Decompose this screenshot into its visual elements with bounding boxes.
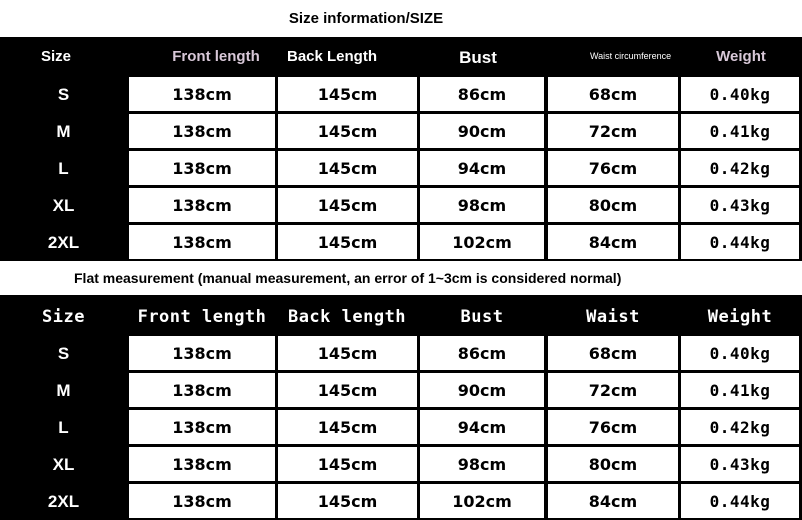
cell-back-length: 145cm	[278, 484, 417, 518]
cell-front-length: 138cm	[129, 484, 275, 518]
measurement-note: Flat measurement (manual measurement, an error of 1~3cm is considered normal)	[74, 270, 622, 286]
cell-waist: 72cm	[548, 114, 678, 148]
t2-header-front-length: Front length	[137, 307, 267, 327]
cell-waist: 68cm	[548, 77, 678, 111]
cell-bust: 90cm	[420, 114, 544, 148]
cell-front-length: 138cm	[129, 410, 275, 444]
cell-weight: 0.42kg	[681, 151, 799, 185]
cell-back-length: 145cm	[278, 410, 417, 444]
cell-waist: 76cm	[548, 410, 678, 444]
cell-back-length: 145cm	[278, 114, 417, 148]
cell-weight: 0.43kg	[681, 188, 799, 222]
title-band	[0, 0, 802, 37]
cell-front-length: 138cm	[129, 225, 275, 259]
row-size-label: M	[56, 121, 71, 141]
row-size-label: L	[58, 417, 69, 437]
cell-bust: 86cm	[420, 336, 544, 370]
cell-waist: 68cm	[548, 336, 678, 370]
cell-bust: 90cm	[420, 373, 544, 407]
t1-header-weight: Weight	[716, 47, 766, 65]
cell-waist: 76cm	[548, 151, 678, 185]
cell-weight: 0.42kg	[681, 410, 799, 444]
row-size-label: XL	[52, 454, 75, 474]
t2-header-waist: Waist	[586, 307, 640, 327]
cell-weight: 0.44kg	[681, 225, 799, 259]
cell-weight: 0.41kg	[681, 114, 799, 148]
cell-weight: 0.43kg	[681, 447, 799, 481]
cell-front-length: 138cm	[129, 373, 275, 407]
note-band	[0, 261, 802, 295]
cell-front-length: 138cm	[129, 151, 275, 185]
cell-back-length: 145cm	[278, 336, 417, 370]
cell-bust: 98cm	[420, 447, 544, 481]
page-title: Size information/SIZE	[288, 10, 444, 27]
cell-weight: 0.41kg	[681, 373, 799, 407]
cell-back-length: 145cm	[278, 151, 417, 185]
cell-waist: 84cm	[548, 484, 678, 518]
t2-header-back-length: Back length	[287, 307, 407, 327]
row-size-label: M	[56, 380, 71, 400]
cell-back-length: 145cm	[278, 373, 417, 407]
cell-bust: 94cm	[420, 410, 544, 444]
cell-bust: 98cm	[420, 188, 544, 222]
cell-bust: 94cm	[420, 151, 544, 185]
cell-waist: 80cm	[548, 447, 678, 481]
cell-waist: 72cm	[548, 373, 678, 407]
t2-header-size: Size	[42, 307, 85, 327]
t1-header-front-length: Front length	[172, 47, 260, 65]
t1-header-size: Size	[40, 47, 71, 65]
row-size-label: XL	[52, 195, 75, 215]
cell-bust: 86cm	[420, 77, 544, 111]
row-size-label: S	[57, 84, 70, 104]
cell-back-length: 145cm	[278, 188, 417, 222]
row-size-label: 2XL	[47, 232, 80, 252]
cell-weight: 0.40kg	[681, 336, 799, 370]
row-size-label: 2XL	[47, 491, 80, 511]
cell-front-length: 138cm	[129, 188, 275, 222]
cell-bust: 102cm	[420, 225, 544, 259]
cell-weight: 0.40kg	[681, 77, 799, 111]
cell-bust: 102cm	[420, 484, 544, 518]
cell-front-length: 138cm	[129, 77, 275, 111]
cell-back-length: 145cm	[278, 77, 417, 111]
cell-front-length: 138cm	[129, 114, 275, 148]
t2-header-weight: Weight	[707, 307, 773, 327]
cell-waist: 84cm	[548, 225, 678, 259]
cell-front-length: 138cm	[129, 336, 275, 370]
row-size-label: S	[57, 343, 70, 363]
cell-weight: 0.44kg	[681, 484, 799, 518]
cell-waist: 80cm	[548, 188, 678, 222]
cell-back-length: 145cm	[278, 225, 417, 259]
cell-back-length: 145cm	[278, 447, 417, 481]
t1-header-waist: Waist circumference	[590, 50, 672, 61]
t1-header-bust: Bust	[459, 48, 497, 67]
row-size-label: L	[58, 158, 69, 178]
t2-header-bust: Bust	[460, 307, 504, 327]
cell-front-length: 138cm	[129, 447, 275, 481]
t1-header-back-length: Back Length	[286, 47, 377, 65]
